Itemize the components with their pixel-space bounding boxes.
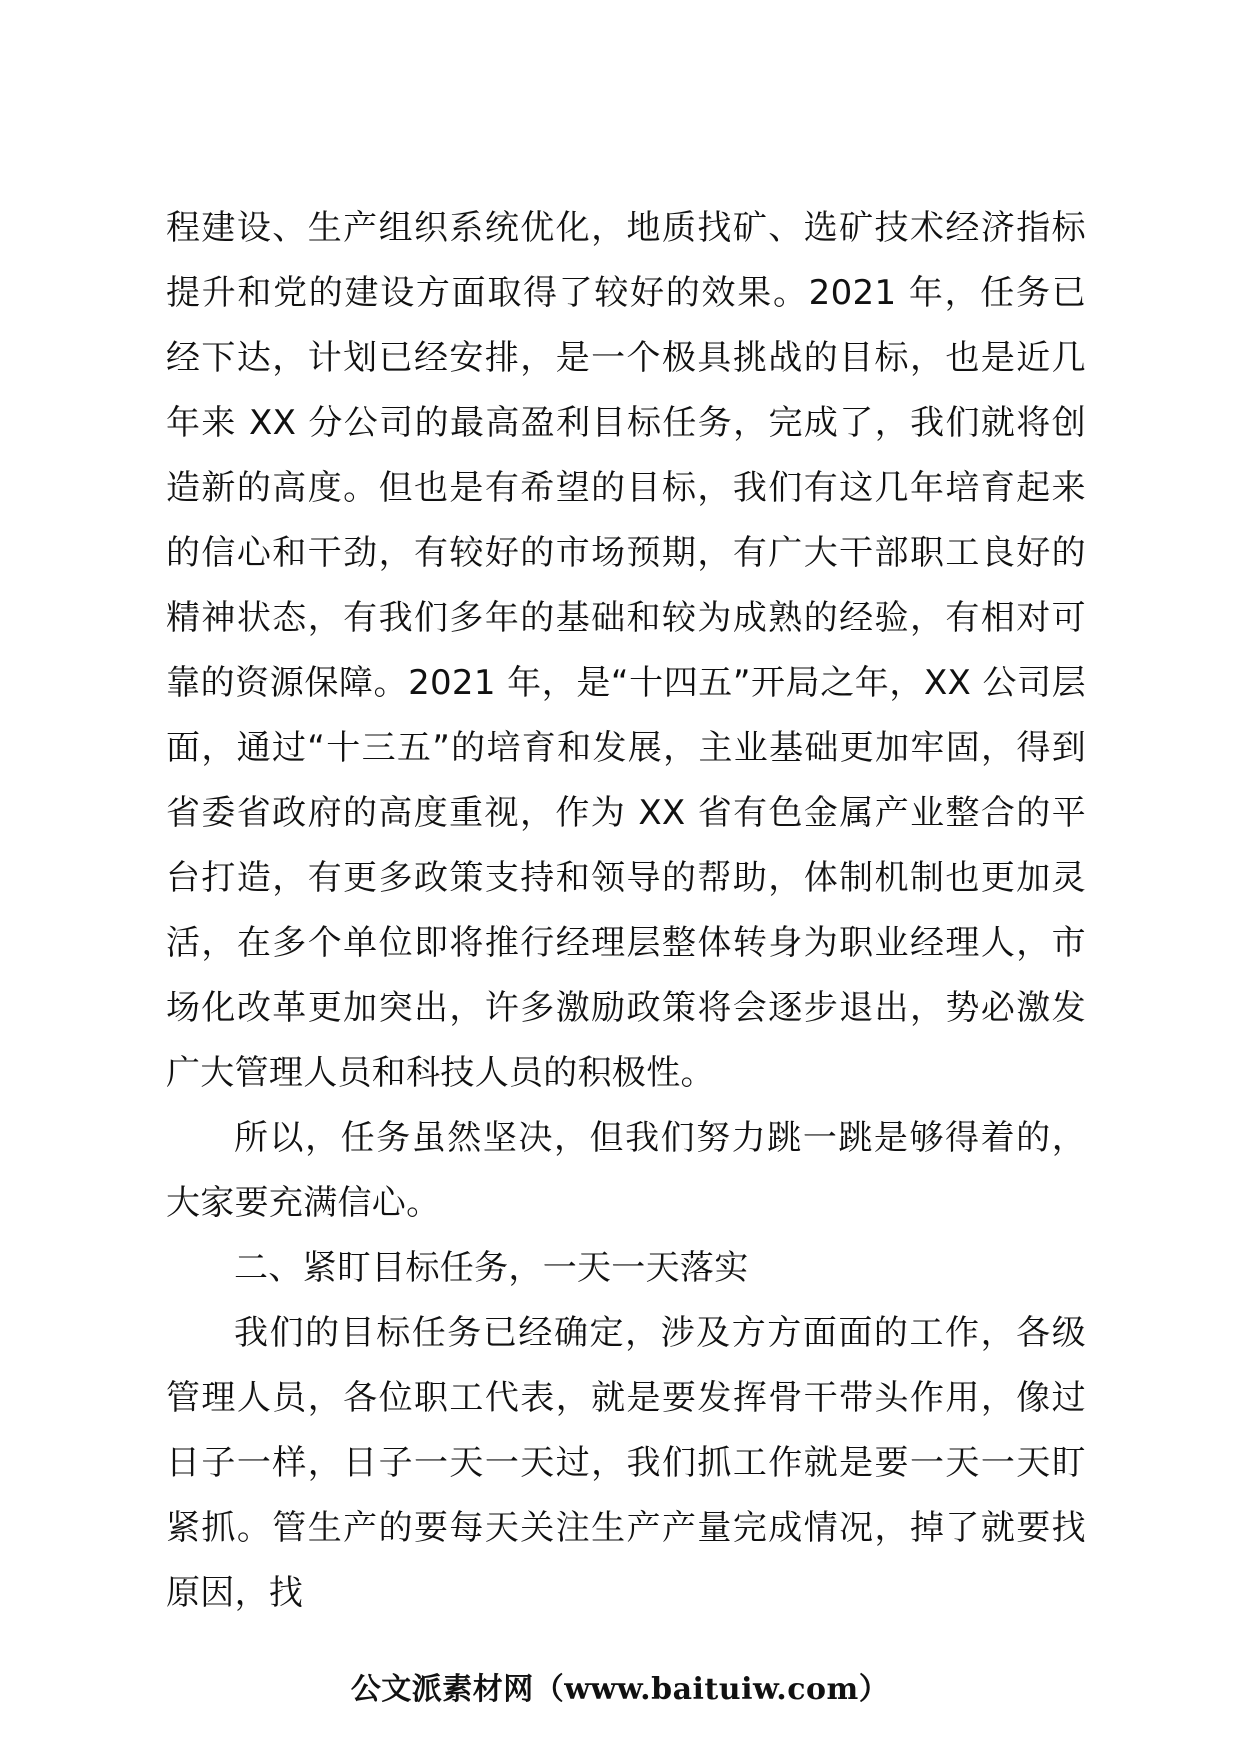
paragraph-implementation: 我们的目标任务已经确定，涉及方方面面的工作，各级管理人员，各位职工代表，就是要发挥骨干带头作用，像过日子一样，日子一天一天过，我们抓工作就是要一天一天盯紧抓。管生产的要每天关注生产产量完成情况，掉了就要找原因，找 bbox=[166, 1313, 1086, 1613]
paragraph-confidence: 所以，任务虽然坚决，但我们努力跳一跳是够得着的，大家要充满信心。 bbox=[166, 1118, 1086, 1223]
document-body bbox=[166, 196, 1086, 1626]
section-heading: 二、紧盯目标任务，一天一天落实 bbox=[234, 1248, 749, 1288]
paragraph-continuation: 程建设、生产组织系统优化，地质找矿、选矿技术经济指标提升和党的建设方面取得了较好的效果。2021 年，任务已经下达，计划已经安排，是一个极具挑战的目标，也是近几年来 XX 分公司的最高盈利目标任务，完成了，我们就将创造新的高度。但也是有希望的目标，我们有这几年培育起来的信心和干劲，有较好的市场预期，有广大干部职工良好的精神状态，有我们多年的基础和较为成熟的经验，有相对可靠的资源保障。2021 年，是“十四五”开局之年，XX 公司层面，通过“十三五”的培育和发展，主业基础更加牢固，得到省委省政府的高度重视，作为 XX 省有色金属产业整合的平台打造，有更多政策支持和领导的帮助，体制机制也更加灵活，在多个单位即将推行经理层整体转身为职业经理人，市场化改革更加突出，许多激励政策将会逐步退出，势必激发广大管理人员和科技人员的积极性。 bbox=[166, 208, 1086, 1093]
footer-watermark: 公文派素材网（www.baituiw.com） bbox=[350, 1672, 890, 1707]
